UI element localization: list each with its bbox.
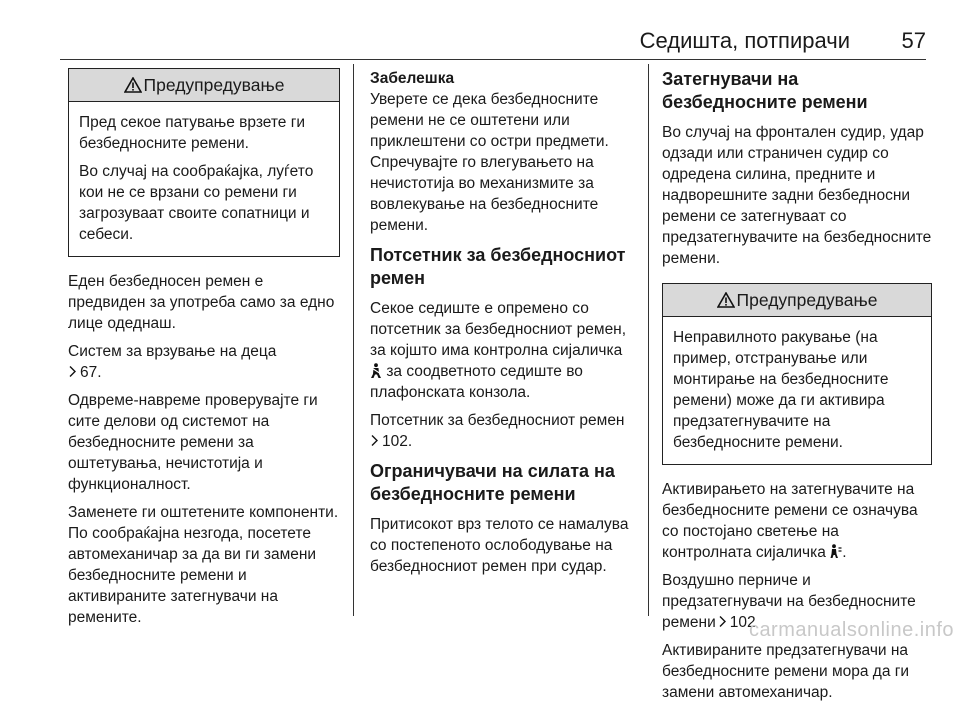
note [370, 68, 638, 236]
page-reference-arrow-icon [718, 615, 727, 628]
paragraph-text: Воздушно перниче и предзатегнувачи на безбедносните ремени [662, 572, 916, 631]
paragraph [370, 410, 638, 452]
paragraph-text: за соодветното седиште во плафонската конзола. [370, 363, 583, 401]
paragraph: Еден безбедносен ремен е предвиден за употреба само за едно лице одеднаш. [68, 273, 335, 332]
warning-body [663, 317, 931, 464]
paragraph-text: Потсетник за безбедносниот ремен [370, 412, 625, 429]
page-reference[interactable]: 67. [80, 364, 102, 381]
column-3 [662, 68, 932, 710]
note-title: Забелешка [370, 70, 455, 87]
paragraph-text: . [842, 544, 847, 561]
section-title: Седишта, потпирачи [639, 28, 850, 53]
section-heading: Ограничувачи на силата на безбедносните ремени [370, 461, 615, 504]
section-heading: Затегнувачи на безбедносните ремени [662, 69, 868, 112]
seatbelt-indicator-icon [370, 363, 382, 379]
watermark: carmanualsonline.info [748, 619, 954, 641]
section-heading: Потсетник за безбедносниот ремен [370, 245, 626, 288]
column-1 [68, 68, 340, 635]
page-reference[interactable]: 102 [729, 614, 756, 631]
paragraph: Одвреме-навреме проверувајте ги сите делови од системот на безбедносните ремени за оштетувања, нечистотија и функционалност. [68, 392, 318, 493]
page-number: 57 [901, 28, 926, 53]
paragraph: Притисокот врз телото се намалува со постепеното ослободување на безбедносниот ремен при судар. [370, 516, 629, 575]
paragraph-text: Активирањето на затегнувачите на безбедносните ремени се означува со постојано светење на контролната сијаличка [662, 481, 918, 561]
page-reference-arrow-icon [68, 365, 77, 378]
column-divider-2 [648, 64, 649, 616]
paragraph [370, 298, 638, 403]
page-reference[interactable]: 102. [382, 433, 413, 450]
warning-triangle-icon [717, 292, 735, 308]
warning-header [69, 69, 339, 102]
page-header [60, 26, 926, 60]
paragraph-text: Секое седиште е опремено со потсетник за безбедносниот ремен, за којшто има контролна сијаличка [370, 300, 627, 359]
paragraph: Заменете ги оштетените компоненти. По сообраќајна незгода, посетете автомеханичар за да ви ги замени безбедносните ремени и активираните затегнувачи на ремените. [68, 504, 339, 626]
paragraph: Активираните предзатегнувачи на безбедносните ремени мора да ги замени автомеханичар. [662, 642, 910, 701]
paragraph [662, 479, 932, 563]
column-2 [370, 68, 638, 584]
warning-box [68, 68, 340, 257]
warning-title: Предупредување [143, 75, 285, 95]
page-reference-arrow-icon [370, 434, 379, 447]
note-text: Уверете се дека безбедносните ремени не се оштетени или приклештени со остри предмети. Спречувајте го влегувањето на нечистотија во механизмите за вовлекување на безбедносните ремени. [370, 91, 609, 234]
warning-body [69, 102, 339, 256]
warning-triangle-icon [124, 77, 142, 93]
warning-text: Неправилното ракување (на пример, отстранување или монтирање на безбедносните ремени) може да ги активира предзатегнувачите на безбедносните ремени. [673, 329, 889, 451]
warning-box [662, 283, 932, 465]
warning-text: Пред секое патување врзете ги безбедносните ремени. [79, 114, 306, 152]
pretensioner-indicator-icon [830, 544, 842, 560]
warning-text: Во случај на сообраќајка, луѓето кои не се врзани со ремени ги загрозуваат своите сопатници и себеси. [79, 163, 314, 243]
paragraph: Во случај на фронтален судир, удар одзади или страничен судир со одредена силина, предните и надворешните задни безбедносни ремени се затегнуваат со предзатегнувачите на безбедносните ремени. [662, 124, 932, 267]
paragraph [68, 341, 340, 383]
column-divider-1 [353, 64, 354, 616]
warning-header [663, 284, 931, 317]
header-rule [60, 59, 926, 60]
warning-title: Предупредување [736, 290, 878, 310]
paragraph-text: Систем за врзување на деца [68, 343, 277, 360]
